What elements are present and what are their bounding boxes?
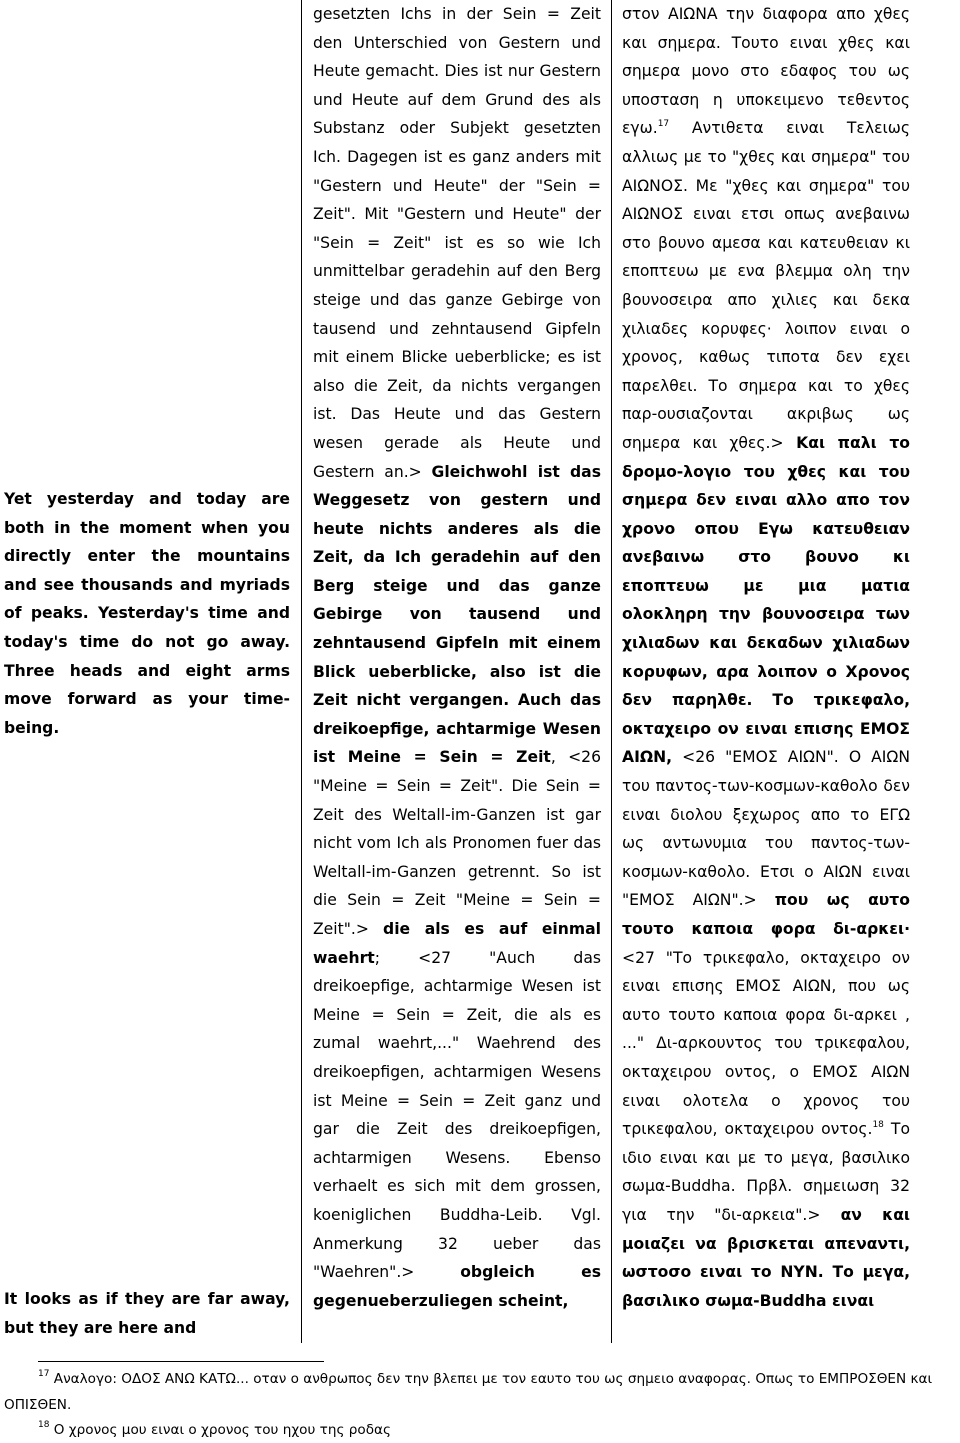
english-paragraph-2: It looks as if they are far away, but they are here and [4, 1290, 290, 1337]
greek-bold-2: που ως αυτο τουτο καποια φορα δι-αρκει· [622, 891, 910, 938]
footnote-17 [4, 1366, 958, 1418]
greek-text-3: <26 "ΕΜΟΣ ΑΙΩΝ". Ο ΑΙΩΝ του παντος-των-κοσμων-καθολο δεν ειναι διολου ξεχωρος απο το ΕΓΩ ως αντωνυμια του παντος-των-κοσμων-καθολο. Ετσι ο ΑΙΩΝ ειναι "ΕΜΟΣ ΑΙΩΝ".> [622, 748, 910, 910]
english-column [4, 0, 290, 1337]
column-divider-right [611, 0, 612, 1343]
greek-bold-1: Και παλι το δρομο-λογιο του χθες και του σημερα δεν ειναι αλλο απο τον χρονο οπου Εγω κατευθειαν ανεβαινω στο βουνο κι εποπτευω με μια ματια ολοκληρη την βουνοσειρα των χιλιαδων και δεκαδων χιλιαδων κορυφων, αρα λοιπον ο Χρονος δεν παρηλθε. Το τρικεφαλο, οκταχειρο ον ειναι επισης ΕΜΟΣ ΑΙΩΝ, [622, 433, 910, 767]
footnote-17-text: Αναλογο: ΟΔΟΣ ΑΝΩ ΚΑΤΩ... οταν ο ανθρωπος δεν την βλεπει με τον εαυτο του ως σημειο αναφορας. Οπως το ΕΜΠΡΟΣΘΕΝ και [49, 1371, 933, 1387]
footnote-number-18: 18 [38, 1420, 50, 1430]
footnote-18-text: Ο χρονος μου ειναι ο χρονος του ηχου της ροδας [49, 1422, 391, 1438]
german-text-1: gesetzten Ichs in der Sein = Zeit den Unterschied von Gestern und Heute gemacht. Dies ist nur Gestern und Heute auf dem Grund des als Substanz oder Subjekt gesetzten Ich. Dagegen ist es ganz anders mit "Gestern und Heute" der "Sein = Zeit". Mit "Gestern und Heute" der "Sein = Zeit" ist es so wie Ich unmittelbar geradehin auf den Berg steige und das ganze Gebirge von tausend und zehntausend Gipfeln mit einem Blicke ueberblicke; es ist also die Zeit, da nichts vergangen ist. Das Heute und das Gestern wesen gerade als Heute und Gestern an.> [313, 5, 601, 481]
german-bold-3: obgleich es gegenueberzuliegen scheint, [313, 1263, 601, 1310]
greek-text-4: <27 "Το τρικεφαλο, οκταχειρο ον ειναι επισης ΕΜΟΣ ΑΙΩΝ, που ως αυτο τουτο καποια φορα δι-αρκει , ..." Δι-αρκουντος του τρικεφαλου, οκταχειρου οντος, ο ΕΜΟΣ ΑΙΩΝ ειναι ολοτελα ο χρονος του τρικεφαλου, οκταχειρου οντος. [622, 948, 910, 1139]
german-text-3: ; <27 "Auch das dreikoepfige, achtarmige Wesen ist Meine = Sein = Zeit, die als es zumal waehrt,..." Waehrend des dreikoepfigen, achtarmigen Wesens ist Meine = Sein = Zeit ganz und gar die Zeit des dreikoepfigen, achtarmigen Wesens. Ebenso verhaelt es sich mit dem grossen, koeniglichen Buddha-Leib. Vgl. Anmerkung 32 ueber das "Waehren".> [313, 948, 601, 1282]
column-divider-left [301, 0, 302, 1343]
footnote-18 [4, 1417, 958, 1443]
greek-text-5: Το ιδιο ειναι και με το μεγα, βασιλικο σωμα-Buddha. Πρβλ. σημειωση 32 για την "δι-αρκεια".> [622, 1120, 910, 1224]
german-column [313, 0, 601, 1315]
greek-text-2: Αντιθετα ειναι Τελειως αλλιως με το "χθες και σημερα" του ΑΙΩΝΟΣ. Με "χθες και σημερα" του ΑΙΩΝΟΣ ειναι ετσι οπως ανεβαινω στο βουνο αμεσα και κατευθειαν κι εποπτευω με ενα βλεμμα ολη την βουνοσειρα απο χιλιες και δεκα χιλιαδες κορυφες· λοιπον ειναι ο χρονος, καθως τιποτα δεν εχει παρελθει. Το σημερα και το χθες παρ-ουσιαζονται ακριβως ως σημερα και χθες.> [622, 119, 910, 452]
greek-bold-3: αν και μοιαζει να βρισκεται απεναντι, ωστοσο ειναι το ΝΥΝ. Το μεγα, βασιλικο σωμα-Buddha ειναι [622, 1205, 910, 1310]
german-paragraph [313, 0, 601, 1315]
footnote-number-17: 17 [38, 1369, 50, 1379]
footnote-separator [38, 1361, 324, 1362]
german-text-2: , <26 "Meine = Sein = Zeit". Die Sein = Zeit des Weltall-im-Ganzen ist gar nicht vom Ich als Pronomen fuer das Weltall-im-Ganzen getrennt. So ist die Sein = Zeit "Meine = Sein = Zeit".> [313, 748, 601, 938]
footnote-17-continuation: ΟΠΙΣΘΕΝ. [4, 1397, 72, 1413]
greek-paragraph [622, 0, 910, 1315]
footnote-ref-17[interactable]: 17 [657, 119, 670, 130]
english-paragraph-1: Yet yesterday and today are both in the moment when you directly enter the mountains and see thousands and myriads of peaks. Yesterday's time and today's time do not go away. Three heads and eight arms move forward as your time-being. [4, 490, 290, 737]
greek-column [622, 0, 910, 1315]
german-bold-1: Gleichwohl ist das Weggesetz von gestern und heute nichts anderes als die Zeit, da Ich geradehin auf den Berg steige und das ganze Gebirge von tausend und zehntausend Gipfeln mit einem Blick ueberblicke, also ist die Zeit nicht vergangen. Auch das dreikoepfige, achtarmige Wesen ist Meine = Sein = Zeit [313, 462, 601, 767]
german-bold-2: die als es auf einmal waehrt [313, 920, 601, 967]
greek-text-1: στον ΑΙΩΝΑ την διαφορα απο χθες και σημερα. Τουτο ειναι χθες και σημερα μονο στο εδαφος του ως υποσταση η υποκειμενο τεθεντος εγω. [622, 5, 910, 138]
footnote-ref-18[interactable]: 18 [872, 1120, 884, 1131]
